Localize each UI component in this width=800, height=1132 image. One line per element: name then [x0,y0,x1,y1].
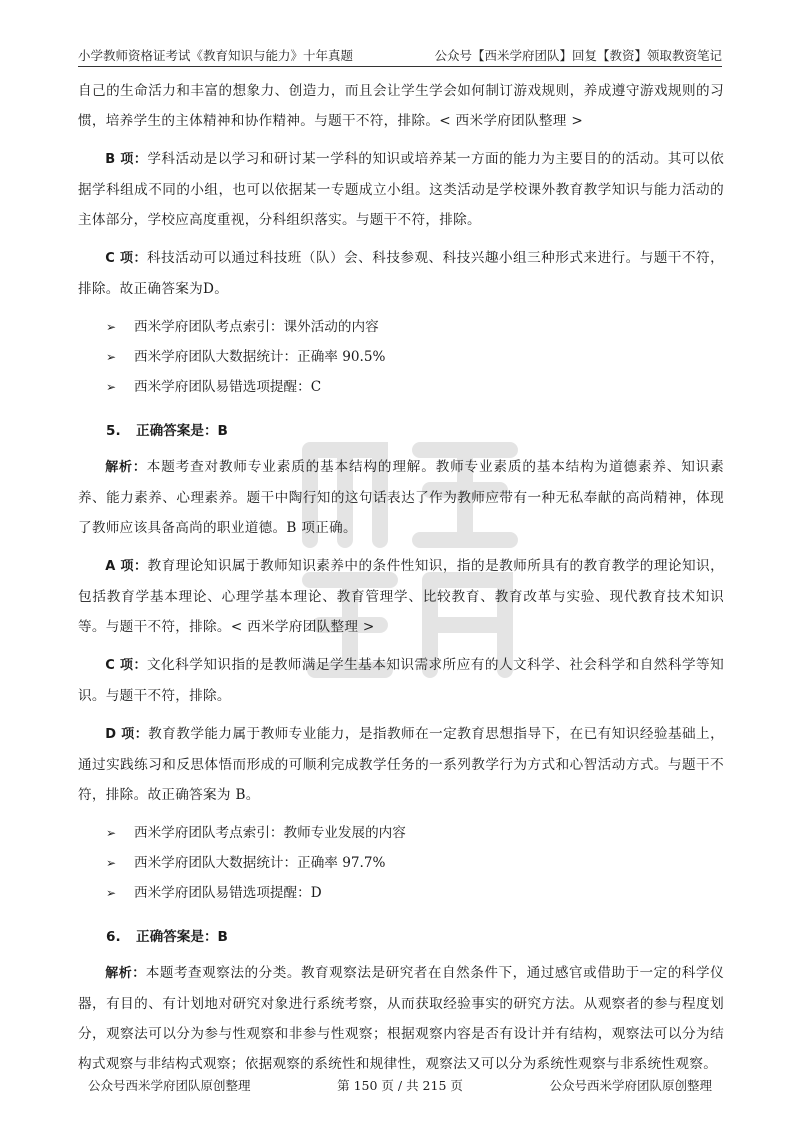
bullet-arrow-icon: ➢ [106,886,117,900]
option-d-paragraph: D 项：教育教学能力属于教师专业能力，是指教师在一定教育思想指导下，在已有知识经验基础上，通过实践练习和反思体悟而形成的可顺利完成教学任务的一系列教学行为方式和心智活动方式。与题干不符，排除。故正确答案为 B。 [78,726,724,803]
bullet-arrow-icon: ➢ [106,856,117,870]
list-item: ➢ 西米学府团队易错选项提醒：D [78,878,724,908]
page-content [78,76,724,1079]
list-item: ➢ 西米学府团队大数据统计：正确率 90.5% [78,342,724,372]
list-item: ➢ 西米学府团队考点索引：教师专业发展的内容 [78,818,724,848]
header-title: 小学教师资格证考试《教育知识与能力》十年真题 [78,48,354,63]
analysis-paragraph: 解析：本题考查观察法的分类。教育观察法是研究者在自然条件下，通过感官或借助于一定的科学仪器，有目的、有计划地对研究对象进行系统考察，从而获取经验事实的研究方法。从观察者的参与程度划分，观察法可以分为参与性观察和非参与性观察；根据观察内容是否有设计并有结构，观察法可以分为结构式观察与非结构式观察；依据观察的系统性和规律性，观察法又可以分为系统性观察与非系统性观察。 [78,965,724,1072]
header-promo: 公众号【西米学府团队】回复【教资】领取教资笔记 [434,48,722,63]
bullet-arrow-icon: ➢ [106,826,117,840]
option-c-paragraph: C 项：科技活动可以通过科技班（队）会、科技参观、科技兴趣小组三种形式来进行。与题干不符，排除。故正确答案为D。 [78,250,724,297]
footer-left: 公众号西米学府团队原创整理 [88,1078,251,1093]
paragraph: 自己的生命活力和丰富的想象力、创造力，而且会让学生学会如何制订游戏规则，养成遵守游戏规则的习惯，培养学生的主体精神和协作精神。与题干不符，排除。< 西米学府团队整理 > [78,83,724,129]
list-item: ➢ 西米学府团队易错选项提醒：C [78,372,724,402]
footer-right: 公众号西米学府团队原创整理 [549,1078,712,1093]
list-item: ➢ 西米学府团队考点索引：课外活动的内容 [78,312,724,342]
bullet-arrow-icon: ➢ [106,350,117,364]
option-c-paragraph: C 项：文化科学知识指的是教师满足学生基本知识需求所应有的人文科学、社会科学和自然科学等知识。与题干不符，排除。 [78,657,724,704]
list-item: ➢ 西米学府团队大数据统计：正确率 97.7% [78,848,724,878]
page-footer [78,1076,722,1096]
bullet-arrow-icon: ➢ [106,380,117,394]
page-header [78,44,722,67]
answer-heading: 5. 正确答案是：B [106,423,228,439]
bullet-arrow-icon: ➢ [106,320,117,334]
option-b-paragraph: B 项：学科活动是以学习和研讨某一学科的知识或培养某一方面的能力为主要目的的活动。其可以依据学科组成不同的小组，也可以依据某一专题成立小组。这类活动是学校课外教育教学知识与能力活动的主体部分，学校应高度重视，分科组织落实。与题干不符，排除。 [78,151,725,228]
option-a-paragraph: A 项：教育理论知识属于教师知识素养中的条件性知识，指的是教师所具有的教育教学的理论知识，包括教育学基本理论、心理学基本理论、教育管理学、比较教育、教育改革与实验、现代教育技术知识等。与题干不符，排除。< 西米学府团队整理 > [78,558,725,635]
answer-heading: 6. 正确答案是：B [106,929,228,945]
page-number: 第 150 页 / 共 215 页 [337,1078,463,1093]
analysis-paragraph: 解析：本题考查对教师专业素质的基本结构的理解。教师专业素质的基本结构为道德素养、知识素养、能力素养、心理素养。题干中陶行知的这句话表达了作为教师应带有一种无私奉献的高尚精神，体现了教师应该具备高尚的职业道德。B 项正确。 [78,459,724,536]
